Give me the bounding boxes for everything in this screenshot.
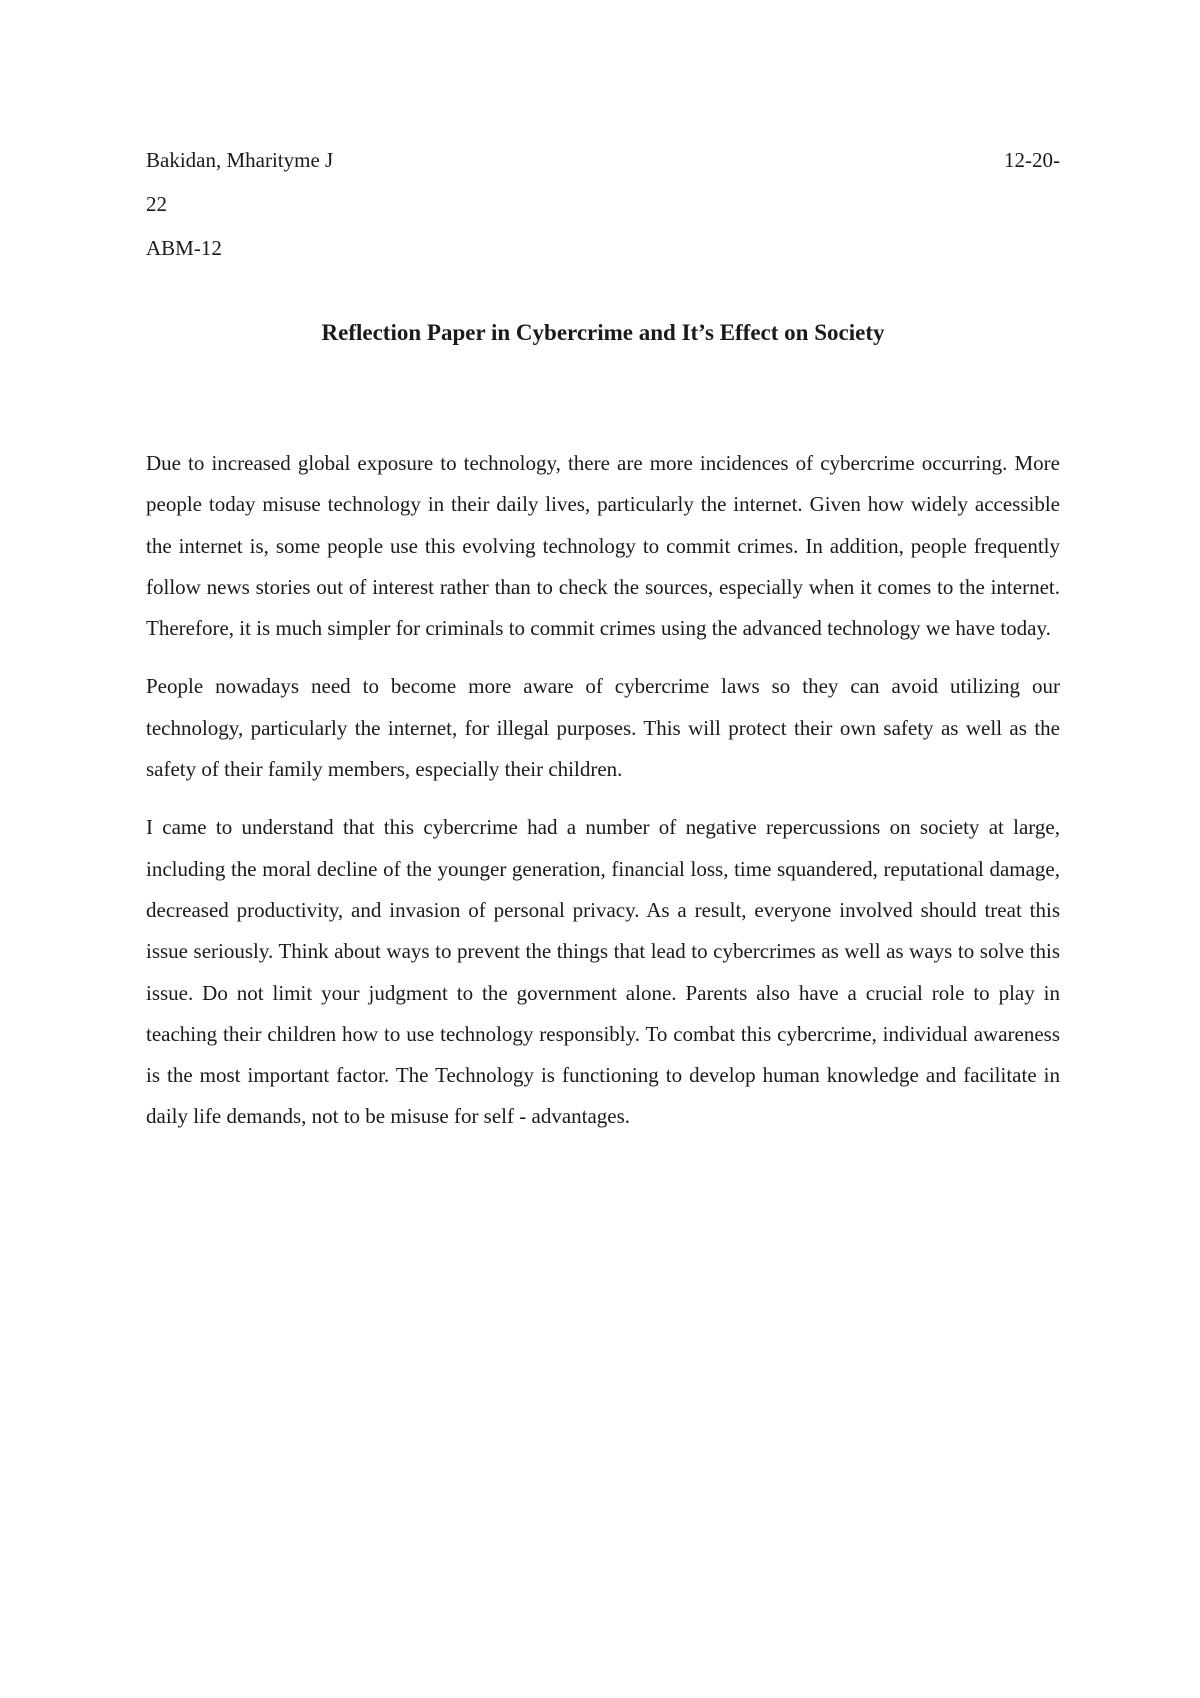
date-second-part: 22 xyxy=(146,192,167,216)
paragraph-3: I came to understand that this cybercrime had a number of negative repercussions on society at large, including the moral decline of the younger generation, financial loss, time squandered, reputational damage, decreased productivity, and invasion of personal privacy. As a result, everyone involved should treat this issue seriously. Think about ways to prevent the things that lead to cybercrimes as well as ways to solve this issue. Do not limit your judgment to the government alone. Parents also have a crucial role to play in teaching their children how to use technology responsibly. To combat this cybercrime, individual awareness is the most important factor. The Technology is functioning to develop human knowledge and facilitate in daily life demands, not to be misuse for self - advantages. xyxy=(146,815,1060,1129)
paper-title: Reflection Paper in Cybercrime and It’s Effect on Society xyxy=(321,320,885,345)
section-label: ABM-12 xyxy=(146,236,222,260)
paper-body xyxy=(146,443,1060,1155)
date-first-part: 12-20- xyxy=(1004,148,1060,172)
paragraph-1: Due to increased global exposure to technology, there are more incidences of cybercrime occurring. More people today misuse technology in their daily lives, particularly the internet. Given how widely accessible the internet is, some people use this evolving technology to commit crimes. In addition, people frequently follow news stories out of interest rather than to check the sources, especially when it comes to the internet. Therefore, it is much simpler for criminals to commit crimes using the advanced technology we have today. xyxy=(146,451,1060,641)
paragraph-2: People nowadays need to become more aware of cybercrime laws so they can avoid utilizing our technology, particularly the internet, for illegal purposes. This will protect their own safety as well as the safety of their family members, especially their children. xyxy=(146,674,1060,782)
author-name: Bakidan, Mharityme J xyxy=(146,148,334,172)
